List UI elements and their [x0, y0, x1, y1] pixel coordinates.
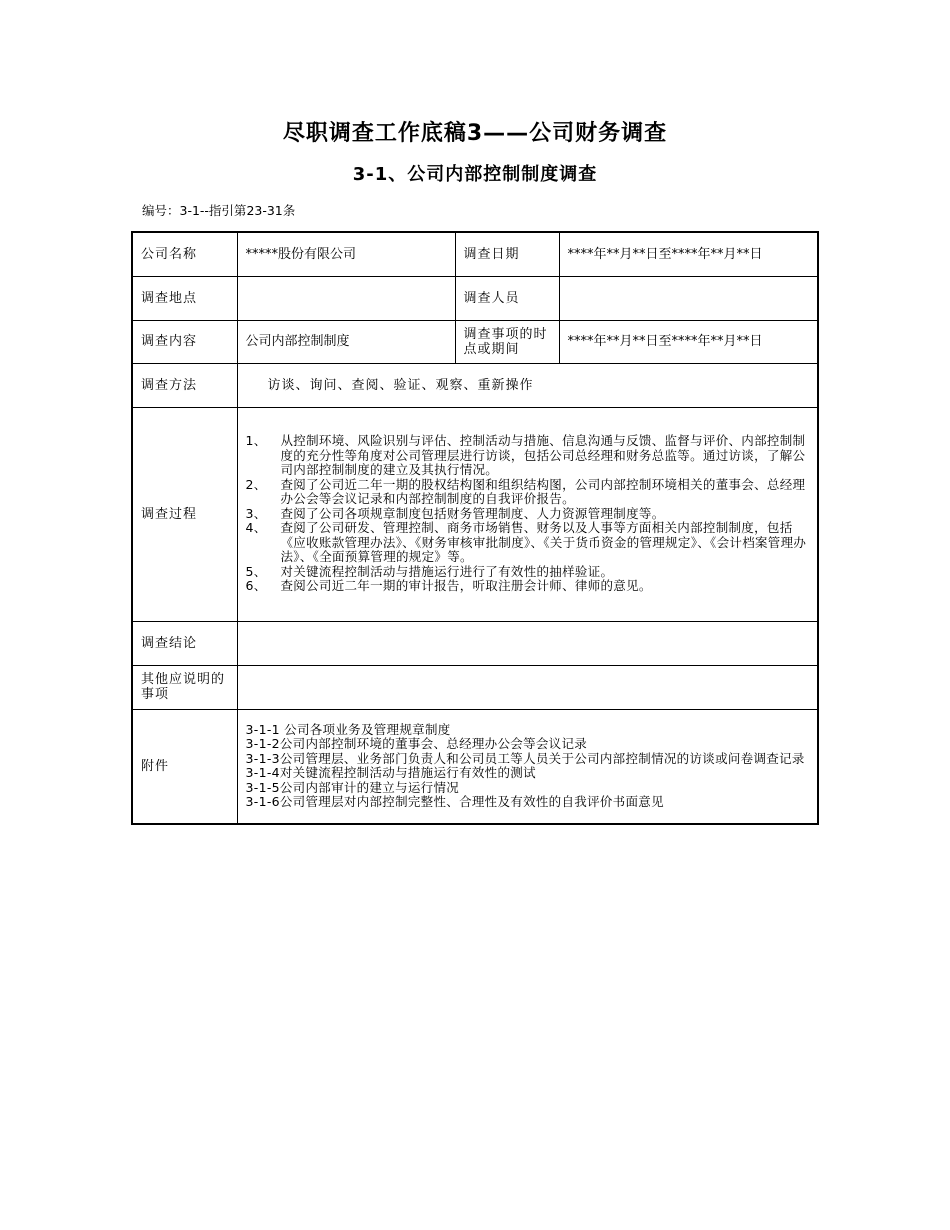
process-step-number: 5、: [245, 563, 267, 579]
process-step: [246, 521, 810, 565]
process-step: [246, 478, 810, 507]
row-conclusion: [132, 621, 818, 665]
process-step-number: 4、: [245, 520, 267, 536]
company-name-label: 公司名称: [132, 232, 237, 276]
row-content: [132, 320, 818, 363]
process-step: [246, 434, 810, 478]
survey-form-table: [131, 231, 819, 825]
process-step: [246, 507, 810, 522]
document-subtitle: 3-1、公司内部控制制度调查: [352, 164, 598, 185]
process-step: [246, 565, 810, 580]
other-matters-label: 其他应说明的事项: [132, 665, 237, 709]
row-process: [132, 407, 818, 621]
location-value: [237, 276, 455, 320]
process-steps-list: [246, 434, 810, 594]
row-method: [132, 363, 818, 407]
company-name-value: *****股份有限公司: [237, 232, 455, 276]
process-step-text: 查阅了公司各项规章制度包括财务管理制度、人力资源管理制度等。: [280, 505, 665, 521]
attachment-list: [246, 723, 810, 810]
row-other: [132, 665, 818, 709]
conclusion-label: 调查结论: [132, 621, 237, 665]
content-label: 调查内容: [132, 320, 237, 363]
process-step-number: 3、: [245, 505, 267, 521]
method-value: 访谈、询问、查阅、验证、观察、重新操作: [237, 363, 818, 407]
process-step-text: 查阅公司近二年一期的审计报告，听取注册会计师、律师的意见。: [280, 578, 652, 594]
process-step-text: 对关键流程控制活动与措施运行进行了有效性的抽样验证。: [280, 563, 614, 579]
attachment-item: 3-1-3公司管理层、业务部门负责人和公司员工等人员关于公司内部控制情况的访谈或问卷调查记录: [245, 750, 805, 766]
process-label: 调查过程: [132, 407, 237, 621]
process-cell: [237, 407, 818, 621]
period-value: ****年**月**日至****年**月**日: [559, 320, 818, 363]
process-step-text: 查阅了公司近二年一期的股权结构图和组织结构图，公司内部控制环境相关的董事会、总经理办公会等会议记录和内部控制制度的自我评价报告。: [280, 476, 806, 507]
row-company: [132, 232, 818, 276]
other-matters-value: [237, 665, 818, 709]
process-step-number: 6、: [245, 578, 267, 594]
process-step: [246, 579, 810, 594]
attachment-item: 3-1-1 公司各项业务及管理规章制度: [245, 721, 451, 737]
document-title: 尽职调查工作底稿3——公司财务调查: [282, 121, 668, 146]
investigator-value: [559, 276, 818, 320]
method-label: 调查方法: [132, 363, 237, 407]
investigator-label: 调查人员: [455, 276, 559, 320]
process-step-number: 1、: [245, 433, 267, 449]
attachment-item: 3-1-5公司内部审计的建立与运行情况: [245, 779, 460, 795]
process-step-text: 从控制环境、风险识别与评估、控制活动与措施、信息沟通与反馈、监督与评价、内部控制制度的充分性等角度对公司管理层进行访谈，包括公司总经理和财务总监等。通过访谈，了解公司内部控制制度的建立及其执行情况。: [280, 433, 806, 478]
process-step-text: 查阅了公司研发、管理控制、商务市场销售、财务以及人事等方面相关内部控制制度，包括《应收账款管理办法》、《财务审核审批制度》、《关于货币资金的管理规定》、《会计档案管理办法》、《全面预算管理的规定》等。: [280, 520, 807, 565]
attachment-item: 3-1-2公司内部控制环境的董事会、总经理办公会等会议记录: [245, 736, 588, 752]
location-label: 调查地点: [132, 276, 237, 320]
survey-date-value: ****年**月**日至****年**月**日: [559, 232, 818, 276]
attachment-label: 附件: [132, 709, 237, 824]
content-value: 公司内部控制制度: [237, 320, 455, 363]
document-number: 编号：3-1--指引第23-31条: [142, 203, 296, 218]
row-location: [132, 276, 818, 320]
process-step-number: 2、: [245, 476, 267, 492]
attachment-cell: [237, 709, 818, 824]
attachment-item: 3-1-4对关键流程控制活动与措施运行有效性的测试: [245, 765, 536, 781]
conclusion-value: [237, 621, 818, 665]
attachment-item: 3-1-6公司管理层对内部控制完整性、合理性及有效性的自我评价书面意见: [245, 794, 664, 810]
survey-date-label: 调查日期: [455, 232, 559, 276]
period-label: 调查事项的时点或期间: [455, 320, 559, 363]
row-attachments: [132, 709, 818, 824]
